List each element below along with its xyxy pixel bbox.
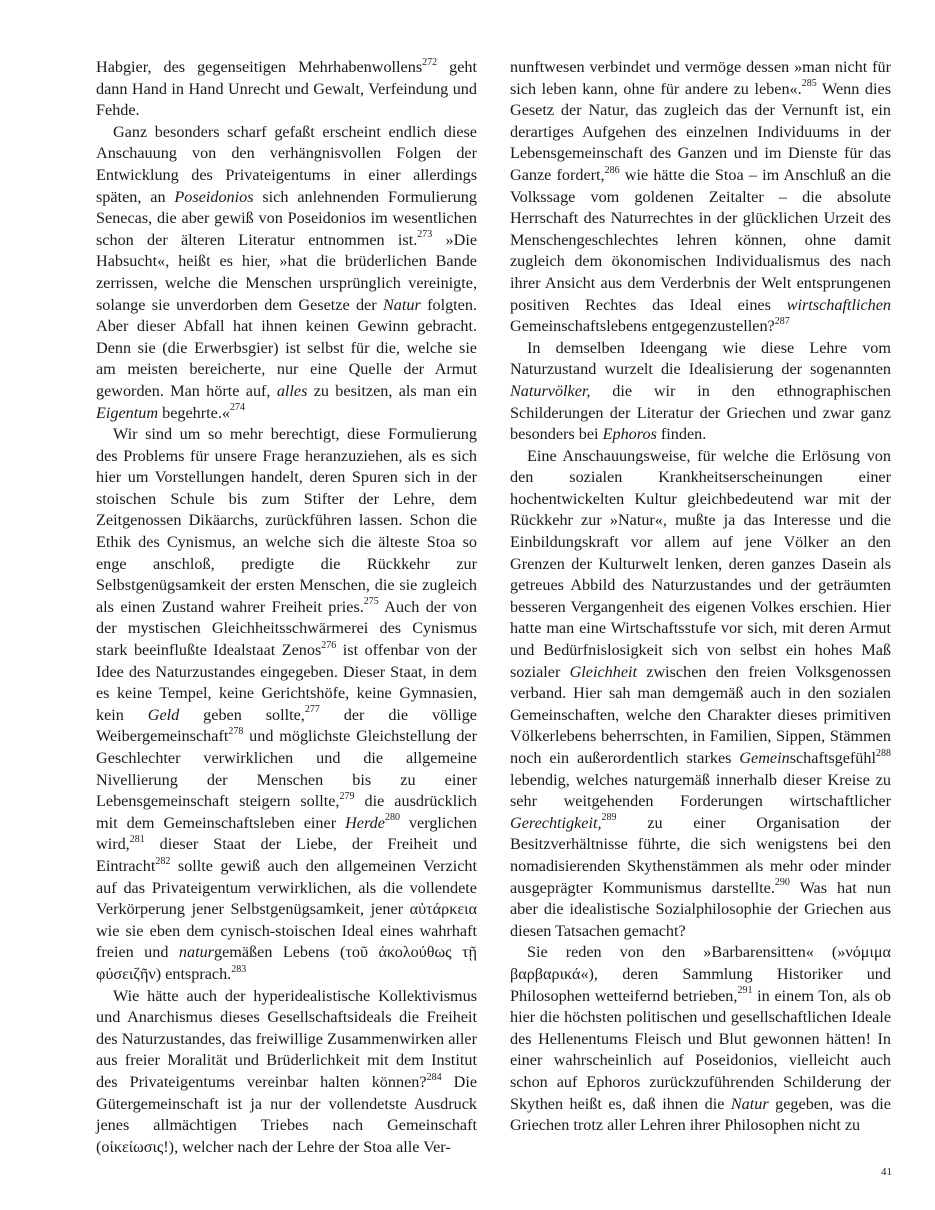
paragraph: Wie hätte auch der hyperidealistische Kollektivismus und Anarchismus dieses Gesellschaftsideals die Freiheit des Naturzustandes, das freiwillige Zusammenwirken aller aus freier Moralität und Brüderlichkeit mit dem Institut des Privateigentums vereinbar halten können?$^{284}$ Die Gütergemeinschaft ist ja nur der vollendetste Ausdruck jenes allmächtigen Triebes nach Gemeinschaft (οἰκείωσις!), welcher nach der Lehre der Stoa alle Ver- [96,986,478,1156]
paragraph: Ganz besonders scharf gefaßt erscheint endlich diese Anschauung von den verhängnisvollen Folgen der Entwicklung des Privateigentums in einer allerdings späten, an Poseidonios sich anlehnenden Formulierung Senecas, die aber gewiß von Poseidonios im wesentlichen schon der älteren Literatur entnommen ist.$^{273}$ »Die Habsucht«, heißt es hier, »hat die brüderlichen Bande zerrissen, welche die Menschen ursprünglich vereinigte, solange sie unverdorben dem Gesetze der Natur folgten. Aber dieser Abfall hat ihnen keinen Gewinn gebracht. Denn sie (die Erwerbsgier) ist selbst für die, welche sie am meisten bereicherte, nur eine Quelle der Armut geworden. Man hörte auf, alles zu besitzen, als man ein Eigentum begehrte.«$^{274}$ [96,122,478,422]
page-number: 41 [881,1166,892,1178]
paragraph: In demselben Ideengang wie diese Lehre vom Naturzustand wurzelt die Idealisierung der sogenannten Naturvölker, die wir in den ethnographischen Schilderungen der Literatur der Griechen und zwar ganz besonders bei Ephoros finden. [510,338,891,444]
paragraph: Wir sind um so mehr berechtigt, diese Formulierung des Problems für unsere Frage heranzuziehen, als es sich hier um Vorstellungen handelt, deren Spuren sich in der stoischen Schule bis zum Stifter der Lehre, dem Zeitgenossen Dikäarchs, zurückführen lassen. Schon die Ethik des Cynismus, an welche sich die älteste Stoa so enge anschloß, predigte die Rückkehr zur Selbstgenügsamkeit der ersten Menschen, die sie zugleich als einen Zustand wahrer Freiheit pries.$^{275}$ Auch der von der mystischen Gleichheitsschwärmerei des Cynismus stark beeinflußte Idealstaat Zenos$^{276}$ ist offenbar von der Idee des Naturzustandes eingegeben. Dieser Staat, in dem es keine Tempel, keine Gerichtshöfe, keine Gymnasien, kein Geld geben sollte,$^{277}$ der die völlige Weibergemeinschaft$^{278}$ und möglichste Gleichstellung der Geschlechter verwirklichen und die allgemeine Nivellierung der Menschen bis zu einer Lebensgemeinschaft steigern sollte,$^{279}$ die ausdrücklich mit dem Gemeinschaftsleben einer Herde$^{280}$ verglichen wird,$^{281}$ dieser Staat der Liebe, der Freiheit und Eintracht$^{282}$ sollte gewiß auch den allgemeinen Verzicht auf das Privateigentum verwirklichen, als die vollendete Verkörperung jener Selbstgenügsamkeit, jener αὐτάρκεια wie sie eben dem cynisch-stoischen Ideal eines wahrhaft freien und naturgemäßen Lebens (τοῦ ἀκολούθως τῇ φύσειζῆν) entsprach.$^{283}$ [96,425,478,983]
paragraph: Sie reden von den »Barbarensitten« (»νόμιμα βαρβαρικά«), deren Sammlung Historiker und Philosophen wetteifernd betrieben,$^{291}$ in einem Ton, als ob hier die höchsten politischen und gesellschaftlichen Ideale des Hellenentums Fleisch und Blut gewonnen hätten! In einer wahrscheinlich auf Poseidonios, vielleicht auch schon auf Ephoros zurückzuführenden Schilderung der Skythen heißt es, daß ihnen die Natur gegeben, was die Griechen trotz aller Lehren ihrer Philosophen nicht zu [510,943,891,1135]
paragraph: Eine Anschauungsweise, für welche die Erlösung von den sozialen Krankheitserscheinungen einer hochentwickelten Kultur gleichbedeutend war mit der Rückkehr zur »Natur«, mußte ja das Interesse und die Einbildungskraft vor allem auf jene Völker an den Grenzen der Kulturwelt lenken, deren ganzes Dasein als getreues Abbild des Naturzustandes und der geträumten besseren Vergangenheit des eigenen Volkes erschien. Hier hatte man eine Wirtschaftsstufe vor sich, mit deren Armut und Bedürfnislosigkeit sich von selbst ein hohes Maß sozialer Gleichheit zwischen den freien Volksgenossen verband. Hier sah man demgemäß auch in den sozialen Gemeinschaften, welche den Charakter dieses primitiven Völkerlebens beherrschten, in Familien, Sippen, Stämmen noch ein außerordentlich starkes Gemeinschaftsgefühl$^{288}$ lebendig, welches naturgemäß innerhalb dieser Kreise zu sehr weitgehenden Forderungen wirtschaftlicher Gerechtigkeit,$^{289}$ zu einer Organisation der Besitzverhältnisse führte, die sich wenigstens bei den nomadisierenden Skythenstämmen als mehr oder minder ausgeprägter Kommunismus darstellte.$^{290}$ Was hat nun aber die idealistische Sozialphilosophie der Griechen aus diesen Tatsachen gemacht? [510,446,891,940]
paragraph: Habgier, des gegenseitigen Mehrhabenwollens$^{272}$ geht dann Hand in Hand Unrecht und Gewalt, Verfeindung und Fehde. [96,56,477,120]
right-column [510,57,891,1137]
left-column [96,57,477,1158]
paragraph: nunftwesen verbindet und vermöge dessen »man nicht für sich leben kann, ohne für andere zu leben«.$^{285}$ Wenn dies Gesetz der Natur, das zugleich das der Vernunft ist, ein derartiges Aufgehen des einzelnen Individuums in der Lebensgemeinschaft des Ganzen und im Dienste für das Ganze fordert,$^{286}$ wie hätte die Stoa – im Anschluß an die Volkssage vom goldenen Zeitalter – die absolute Herrschaft des Naturrechtes in der glücklichen Urzeit des Menschengeschlechtes lehren können, ohne damit zugleich dem ökonomischen Individualismus des nach ihrer Ansicht aus dem Verderbnis der Welt entsprungenen positiven Rechtes das Ideal eines wirtschaftlichen Gemeinschaftslebens entgegenzustellen?$^{287}$ [510,58,891,336]
